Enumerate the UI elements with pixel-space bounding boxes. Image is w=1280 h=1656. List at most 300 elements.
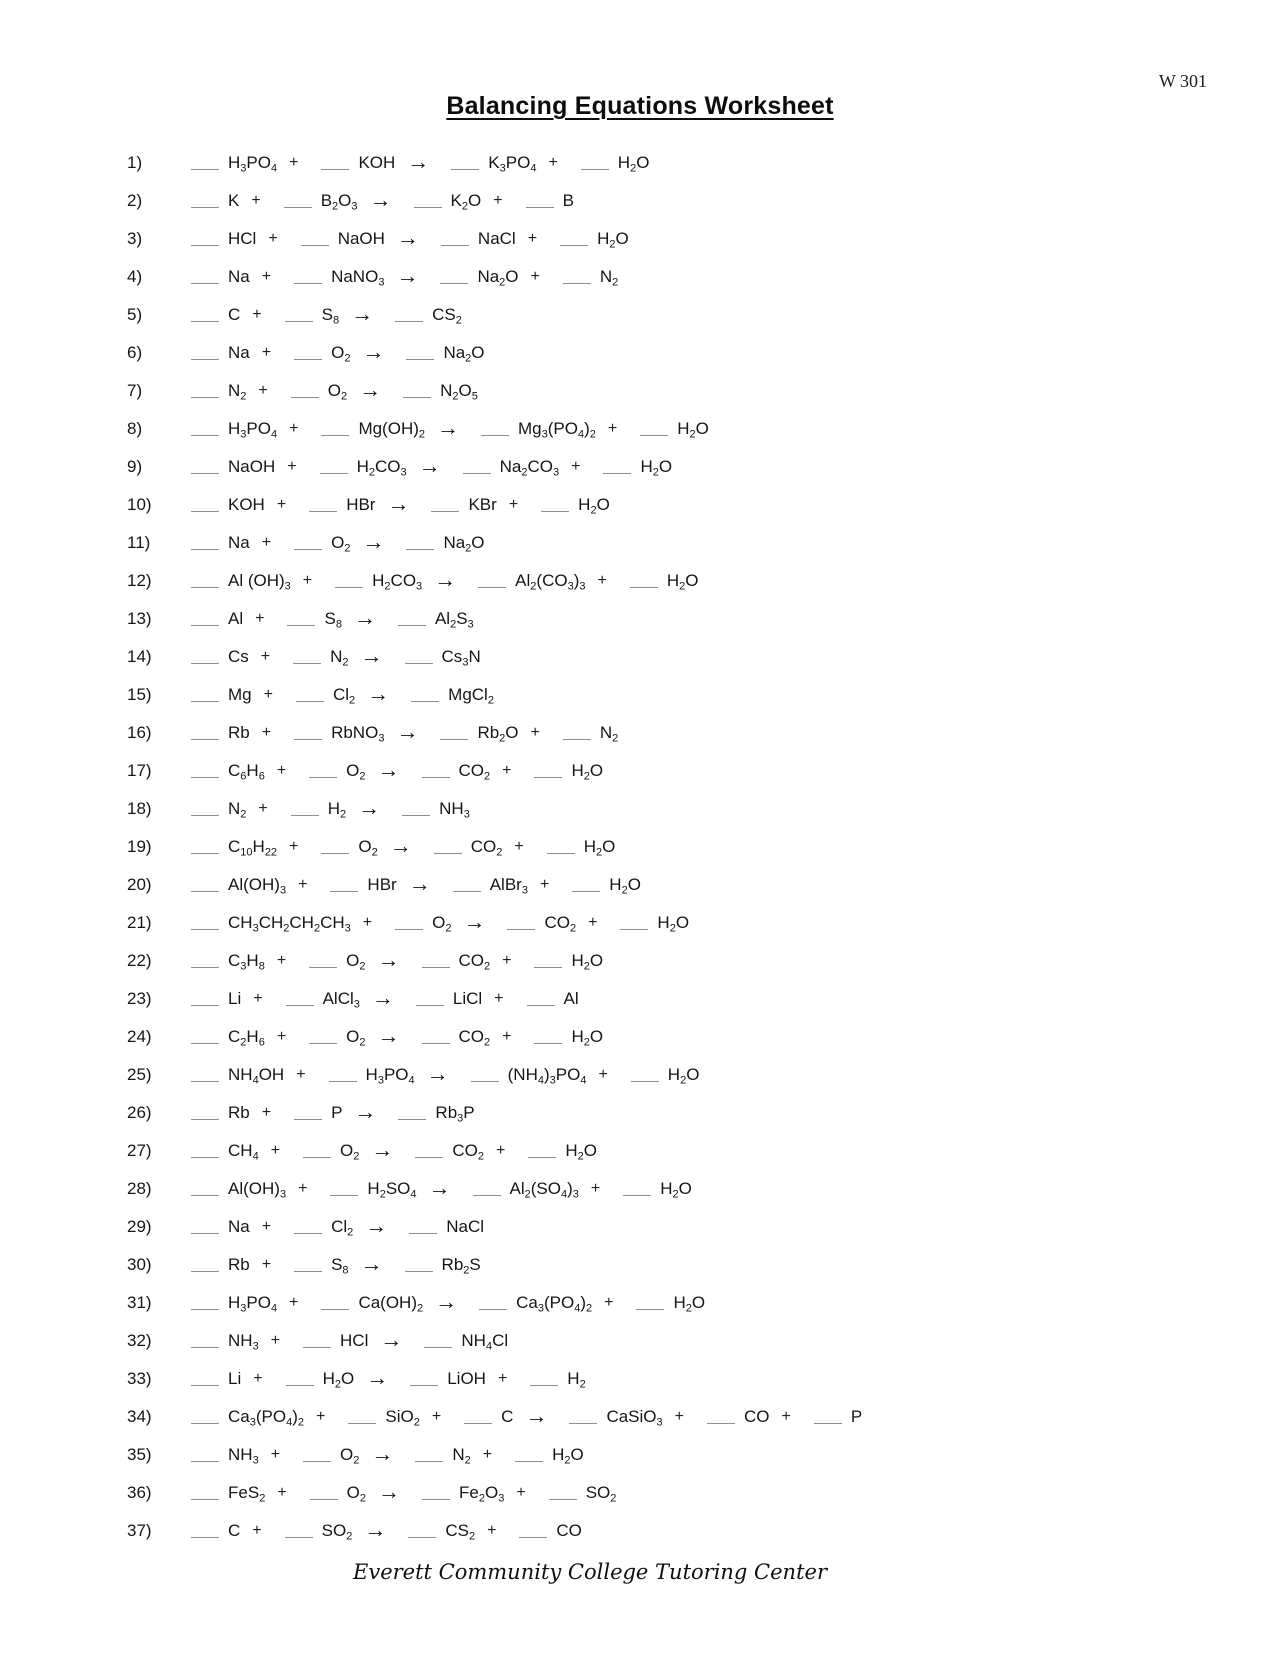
equation-body: [191, 1213, 493, 1239]
equation-row: [127, 1246, 1270, 1284]
chemical-formula: Na: [228, 267, 250, 286]
chemical-formula: FeS$_2$: [228, 1483, 266, 1505]
chemical-formula: CaSiO$_3$: [606, 1407, 663, 1429]
equation-number: 30): [127, 1255, 152, 1274]
coefficient-blank: [403, 385, 431, 398]
chemical-formula: C: [228, 1521, 241, 1540]
coefficient-blank: [422, 1487, 450, 1500]
plus-operator: +: [588, 914, 598, 931]
reaction-arrow-icon: →: [351, 301, 374, 326]
chemical-formula: $O_2$: [346, 951, 366, 973]
chemical-formula: $Na_2O$: [443, 343, 485, 365]
equation-body: [191, 871, 650, 897]
plus-operator: +: [258, 800, 268, 817]
chemical-formula: $Ca_3(PO_4)_2$: [516, 1293, 593, 1315]
plus-operator: +: [604, 1294, 614, 1311]
plus-operator: +: [431, 1408, 442, 1425]
equation-number: 8): [127, 419, 143, 438]
coefficient-blank: [191, 689, 219, 702]
plus-operator: +: [289, 154, 299, 171]
plus-operator: +: [497, 1370, 508, 1387]
equation-body: [191, 1023, 612, 1049]
chemical-formula: $CO_2$: [458, 1027, 491, 1049]
equation-body: [191, 1137, 606, 1163]
equation-row: [127, 790, 1270, 828]
chemical-formula: Al $(OH)_3$: [228, 571, 291, 593]
reaction-arrow-icon: →: [367, 681, 390, 706]
chemical-formula: $NH_3$: [439, 799, 470, 821]
chemical-formula: CO: [556, 1521, 582, 1540]
coefficient-blank: [191, 1487, 219, 1500]
equation-body: [191, 567, 708, 593]
coefficient-blank: [528, 1145, 556, 1158]
chemical-formula: $Al_2(CO_3)_3$: [515, 571, 586, 593]
chemical-formula: Na: [228, 533, 250, 552]
plus-operator: +: [270, 1332, 281, 1349]
reaction-arrow-icon: →: [389, 833, 412, 858]
coefficient-blank: [310, 1487, 338, 1500]
reaction-arrow-icon: →: [371, 985, 394, 1010]
equation-body: [191, 795, 479, 821]
chemical-formula: Na: [228, 343, 250, 362]
equation-body: [191, 719, 627, 745]
coefficient-blank: [405, 1259, 433, 1272]
equation-body: [191, 415, 718, 441]
equation-row: [127, 334, 1270, 372]
equation-row: [127, 942, 1270, 980]
chemical-formula: $C_6H_6$: [228, 761, 265, 783]
coefficient-blank: [303, 1449, 331, 1462]
equation-number: 4): [127, 267, 143, 286]
equation-body: [191, 529, 494, 555]
coefficient-blank: [294, 347, 322, 360]
chemical-formula: $N_2$: [228, 799, 247, 821]
coefficient-blank: [321, 423, 349, 436]
coefficient-blank: [191, 879, 219, 892]
plus-operator: +: [482, 1446, 493, 1463]
plus-operator: +: [253, 990, 263, 1007]
equation-body: [191, 1479, 625, 1505]
reaction-arrow-icon: →: [418, 453, 441, 478]
chemical-formula: KOH: [228, 495, 265, 514]
plus-operator: +: [289, 420, 299, 437]
chemical-formula: $H_2O$: [660, 1179, 692, 1201]
plus-operator: +: [502, 762, 512, 779]
equation-row: [127, 1132, 1270, 1170]
equation-body: [191, 1099, 484, 1125]
chemical-formula: $CH_4$: [228, 1141, 259, 1163]
plus-operator: +: [539, 876, 550, 893]
chemical-formula: LiCl: [452, 989, 483, 1008]
coefficient-blank: [309, 765, 337, 778]
equation-row: [127, 486, 1270, 524]
equation-number: 34): [127, 1407, 152, 1426]
chemical-formula: Al: [563, 989, 579, 1008]
coefficient-blank: [191, 1183, 219, 1196]
equation-number: 36): [127, 1483, 152, 1502]
plus-operator: +: [270, 1142, 281, 1159]
chemical-formula: $H_2O$: [565, 1141, 597, 1163]
reaction-arrow-icon: →: [364, 1517, 387, 1542]
chemical-formula: $(NH_4)_3PO_4$: [507, 1065, 587, 1087]
chemical-formula: $Na_2O$: [477, 267, 519, 289]
equation-row: [127, 1208, 1270, 1246]
coefficient-blank: [303, 1335, 331, 1348]
equation-number: 24): [127, 1027, 152, 1046]
reaction-arrow-icon: →: [525, 1403, 548, 1428]
chemical-formula: HCl: [340, 1331, 369, 1350]
coefficient-blank: [530, 1373, 558, 1386]
plus-operator: +: [263, 686, 273, 703]
coefficient-blank: [603, 461, 631, 474]
coefficient-blank: [191, 537, 219, 550]
chemical-formula: $C_3H_8$: [228, 951, 265, 973]
equation-body: [191, 301, 471, 327]
equation-body: [191, 833, 624, 859]
coefficient-blank: [534, 955, 562, 968]
coefficient-blank: [191, 157, 219, 170]
coefficient-blank: [411, 689, 439, 702]
coefficient-blank: [191, 841, 219, 854]
coefficient-blank: [405, 651, 433, 664]
plus-operator: +: [298, 1180, 308, 1197]
chemical-formula: $H_2$: [327, 799, 347, 821]
chemical-formula: $H_2O$: [640, 457, 673, 479]
chemical-formula: $S_8$: [324, 609, 342, 631]
equation-body: [191, 1251, 490, 1277]
plus-operator: +: [530, 268, 540, 285]
chemical-formula: $H_2O$: [578, 495, 610, 517]
reaction-arrow-icon: →: [371, 1441, 394, 1466]
coefficient-blank: [410, 1373, 438, 1386]
reaction-arrow-icon: →: [377, 947, 400, 972]
chemical-formula: $S_8$: [331, 1255, 349, 1277]
plus-operator: +: [514, 838, 524, 855]
plus-operator: +: [276, 1028, 287, 1045]
chemical-formula: $CO_2$: [544, 913, 577, 935]
plus-operator: +: [527, 230, 538, 247]
chemical-formula: $H_3PO_4$: [228, 1293, 278, 1315]
coefficient-blank: [191, 1221, 219, 1234]
chemical-formula: $Na_2O$: [443, 533, 485, 555]
chemical-formula: NaNO$_3$: [331, 267, 385, 289]
equation-body: [191, 225, 638, 251]
chemical-formula: $Rb_2O$: [477, 723, 519, 745]
chemical-formula: $O_2$: [327, 381, 348, 403]
coefficient-blank: [191, 1525, 219, 1538]
coefficient-blank: [321, 841, 349, 854]
chemical-formula: $CS_2$: [445, 1521, 476, 1543]
chemical-formula: $Cl_2$: [331, 1217, 354, 1239]
chemical-formula: HCl: [228, 229, 257, 248]
coefficient-blank: [395, 309, 423, 322]
chemical-formula: Li: [228, 989, 242, 1008]
equation-body: [191, 757, 612, 783]
equation-number: 19): [127, 837, 152, 856]
coefficient-blank: [814, 1411, 842, 1424]
coefficient-blank: [191, 1031, 219, 1044]
chemical-formula: $O_2$: [346, 1483, 367, 1505]
coefficient-blank: [415, 1145, 443, 1158]
equation-number: 27): [127, 1141, 152, 1160]
chemical-formula: $H_2O$: [673, 1293, 706, 1315]
reaction-arrow-icon: →: [396, 263, 419, 288]
plus-operator: +: [548, 154, 558, 171]
chemical-formula: $Al_2S_3$: [434, 609, 474, 631]
equation-row: [127, 144, 1270, 182]
chemical-formula: $H_2O$: [677, 419, 709, 441]
plus-operator: +: [252, 306, 262, 323]
equation-number: 7): [127, 381, 143, 400]
chemical-formula: $Rb_2S$: [441, 1255, 481, 1277]
equation-list: [127, 144, 1270, 1550]
coefficient-blank: [191, 613, 219, 626]
equation-row: [127, 562, 1270, 600]
coefficient-blank: [507, 917, 535, 930]
equation-body: [191, 1289, 714, 1315]
plus-operator: +: [607, 420, 618, 437]
chemical-formula: C: [501, 1407, 514, 1426]
coefficient-blank: [630, 575, 658, 588]
chemical-formula: $N_2O_5$: [440, 381, 478, 403]
chemical-formula: $Cs_3N$: [441, 647, 481, 669]
equation-number: 16): [127, 723, 152, 742]
plus-operator: +: [276, 952, 287, 969]
coefficient-blank: [191, 233, 219, 246]
coefficient-blank: [408, 1525, 436, 1538]
chemical-formula: $NH_3$: [228, 1331, 259, 1353]
equation-row: [127, 676, 1270, 714]
equation-body: [191, 1175, 701, 1201]
coefficient-blank: [296, 689, 324, 702]
chemical-formula: $H_2O$: [609, 875, 641, 897]
coefficient-blank: [453, 879, 481, 892]
equation-body: [191, 453, 681, 479]
chemical-formula: $CH_3CH_2CH_2CH_3$: [228, 913, 351, 935]
coefficient-blank: [479, 1297, 507, 1310]
equation-row: [127, 1512, 1270, 1550]
chemical-formula: $H_2O$: [657, 913, 690, 935]
reaction-arrow-icon: →: [396, 225, 419, 250]
chemical-formula: $H_3PO_4$: [365, 1065, 415, 1087]
chemical-formula: $O_2$: [358, 837, 378, 859]
chemical-formula: $H_3PO_4$: [228, 153, 278, 175]
coefficient-blank: [473, 1183, 501, 1196]
chemical-formula: $K_2O$: [450, 191, 482, 213]
chemical-formula: $H_2O$: [322, 1369, 355, 1391]
chemical-formula: B: [562, 191, 574, 210]
equation-row: [127, 1094, 1270, 1132]
chemical-formula: $CO_2$: [470, 837, 503, 859]
doc-code: W 301: [1158, 71, 1207, 91]
equation-number: 35): [127, 1445, 152, 1464]
chemical-formula: $H_2CO_3$: [372, 571, 423, 593]
plus-operator: +: [277, 1484, 287, 1501]
equation-body: [191, 339, 494, 365]
reaction-arrow-icon: →: [366, 1365, 389, 1390]
plus-operator: +: [597, 572, 607, 589]
chemical-formula: $H_2CO_3$: [356, 457, 407, 479]
reaction-arrow-icon: →: [360, 1251, 383, 1276]
coefficient-blank: [191, 271, 219, 284]
plus-operator: +: [268, 230, 278, 247]
reaction-arrow-icon: →: [437, 415, 460, 440]
coefficient-blank: [464, 1411, 492, 1424]
coefficient-blank: [191, 309, 219, 322]
equation-body: [191, 1327, 517, 1353]
plus-operator: +: [493, 192, 503, 209]
chemical-formula: K: [228, 191, 240, 210]
coefficient-blank: [409, 1221, 437, 1234]
plus-operator: +: [530, 724, 540, 741]
chemical-formula: $O_2$: [331, 343, 351, 365]
coefficient-blank: [285, 1525, 313, 1538]
coefficient-blank: [398, 1107, 426, 1120]
equation-row: [127, 828, 1270, 866]
equation-body: [191, 1441, 593, 1467]
chemical-formula: AlCl$_3$: [322, 989, 360, 1011]
coefficient-blank: [471, 1069, 499, 1082]
equation-row: [127, 1170, 1270, 1208]
equation-row: [127, 1322, 1270, 1360]
plus-operator: +: [261, 724, 272, 741]
equation-body: [191, 909, 698, 935]
coefficient-blank: [191, 955, 219, 968]
coefficient-blank: [191, 765, 219, 778]
chemical-formula: $O_2$: [346, 1027, 366, 1049]
plus-operator: +: [494, 990, 504, 1007]
coefficient-blank: [191, 1259, 219, 1272]
equation-row: [127, 866, 1270, 904]
coefficient-blank: [191, 727, 219, 740]
chemical-formula: $Al(OH)_3$: [228, 875, 287, 897]
coefficient-blank: [440, 727, 468, 740]
chemical-formula: LiOH: [447, 1369, 486, 1388]
equation-body: [191, 1365, 595, 1391]
plus-operator: +: [598, 1066, 608, 1083]
coefficient-blank: [321, 157, 349, 170]
equation-number: 25): [127, 1065, 152, 1084]
coefficient-blank: [527, 993, 555, 1006]
coefficient-blank: [640, 423, 668, 436]
coefficient-blank: [422, 955, 450, 968]
chemical-formula: Al: [228, 609, 244, 628]
equation-body: [191, 947, 612, 973]
equation-number: 20): [127, 875, 152, 894]
chemical-formula: $CO_2$: [452, 1141, 485, 1163]
plus-operator: +: [261, 1104, 272, 1121]
coefficient-blank: [191, 993, 219, 1006]
coefficient-blank: [191, 499, 219, 512]
page-title: Balancing Equations Worksheet: [446, 92, 834, 120]
coefficient-blank: [631, 1069, 659, 1082]
chemical-formula: Rb: [228, 1103, 250, 1122]
chemical-formula: RbNO$_3$: [331, 723, 385, 745]
chemical-formula: Rb: [228, 1255, 250, 1274]
coefficient-blank: [620, 917, 648, 930]
equation-body: [191, 681, 503, 707]
chemical-formula: $N_2$: [599, 723, 619, 745]
coefficient-blank: [191, 651, 219, 664]
equation-body: [191, 1403, 871, 1429]
coefficient-blank: [294, 727, 322, 740]
coefficient-blank: [303, 1145, 331, 1158]
coefficient-blank: [309, 955, 337, 968]
coefficient-blank: [569, 1411, 597, 1424]
coefficient-blank: [287, 613, 315, 626]
chemical-formula: AlBr$_3$: [489, 875, 528, 897]
reaction-arrow-icon: →: [378, 1479, 401, 1504]
equation-number: 9): [127, 457, 143, 476]
equation-number: 18): [127, 799, 152, 818]
chemical-formula: $SO_2$: [585, 1483, 617, 1505]
reaction-arrow-icon: →: [407, 149, 430, 174]
chemical-formula: $H_2O$: [597, 229, 629, 251]
coefficient-blank: [191, 1297, 219, 1310]
equation-number: 29): [127, 1217, 152, 1236]
coefficient-blank: [636, 1297, 664, 1310]
chemical-formula: $H_2SO_4$: [367, 1179, 417, 1201]
plus-operator: +: [674, 1408, 684, 1425]
plus-operator: +: [261, 534, 272, 551]
coefficient-blank: [572, 879, 600, 892]
equation-number: 22): [127, 951, 152, 970]
plus-operator: +: [362, 914, 373, 931]
coefficient-blank: [451, 157, 479, 170]
coefficient-blank: [191, 1145, 219, 1158]
plus-operator: +: [316, 1408, 326, 1425]
equation-row: [127, 1398, 1270, 1436]
equation-body: [191, 1061, 708, 1087]
coefficient-blank: [191, 803, 219, 816]
coefficient-blank: [526, 195, 554, 208]
chemical-formula: $H_2O$: [571, 761, 604, 783]
equation-number: 5): [127, 305, 143, 324]
plus-operator: +: [296, 1066, 306, 1083]
coefficient-blank: [560, 233, 588, 246]
chemical-formula: $C_{10}H_{22}$: [228, 837, 278, 859]
coefficient-blank: [286, 993, 314, 1006]
coefficient-blank: [291, 385, 319, 398]
chemical-formula: $B_2O_3$: [320, 191, 358, 213]
coefficient-blank: [294, 1107, 322, 1120]
equation-row: [127, 448, 1270, 486]
coefficient-blank: [191, 1107, 219, 1120]
reaction-arrow-icon: →: [408, 871, 431, 896]
equation-row: [127, 714, 1270, 752]
coefficient-blank: [191, 1335, 219, 1348]
reaction-arrow-icon: →: [365, 1213, 388, 1238]
chemical-formula: $H_2$: [567, 1369, 586, 1391]
chemical-formula: $O_2$: [432, 913, 452, 935]
chemical-formula: $S_8$: [321, 305, 340, 327]
equation-body: [191, 491, 619, 517]
chemical-formula: CO: [744, 1407, 770, 1426]
coefficient-blank: [422, 1031, 450, 1044]
coefficient-blank: [416, 993, 444, 1006]
plus-operator: +: [502, 952, 512, 969]
coefficient-blank: [191, 917, 219, 930]
reaction-arrow-icon: →: [360, 643, 383, 668]
reaction-arrow-icon: →: [377, 1023, 400, 1048]
equation-number: 13): [127, 609, 152, 628]
coefficient-blank: [330, 879, 358, 892]
equation-body: [191, 187, 583, 213]
equation-row: [127, 1436, 1270, 1474]
plus-operator: +: [255, 610, 265, 627]
equation-number: 21): [127, 913, 152, 932]
coefficient-blank: [534, 765, 562, 778]
